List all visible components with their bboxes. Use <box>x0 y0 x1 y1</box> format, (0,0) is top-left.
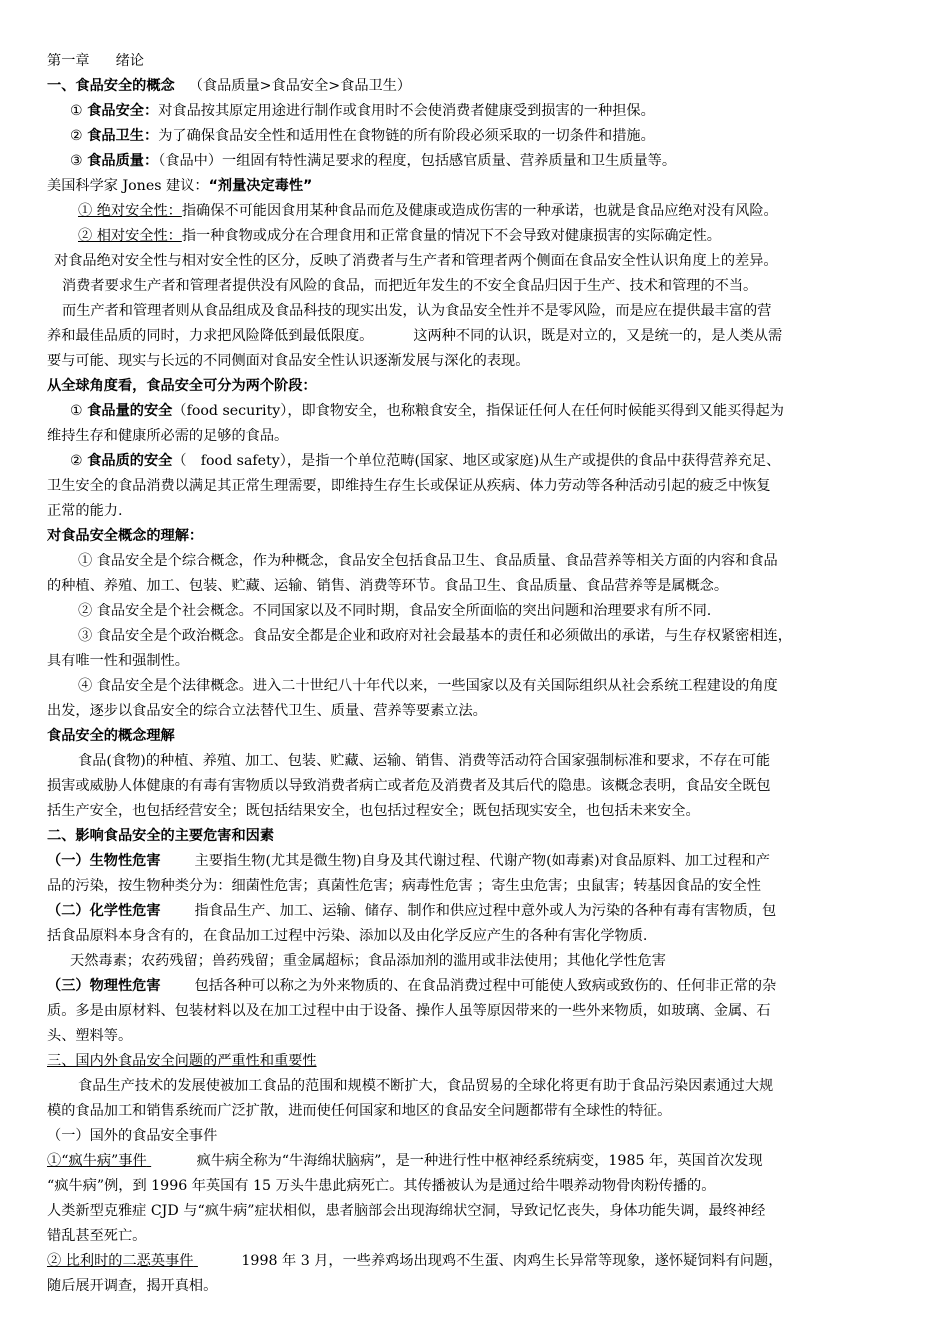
paragraph-line: 随后展开调查，揭开真相。 <box>47 1278 218 1294</box>
paragraph-line: 而生产者和管理者则从食品组成及食品科技的现实出发，认为食品安全性并不是零风险，而是应在提供最丰富的营 <box>62 303 772 319</box>
paragraph-line: 括食品原料本身含有的，在食品加工过程中污染、添加以及由化学反应产生的各种有害化学物质. <box>47 928 648 944</box>
paragraph-line: 人类新型克雅症 CJD 与“疯牛病”症状相似，患者脑部会出现海绵状空洞，导致记忆丧失，身体功能失调，最终神经 <box>47 1203 766 1219</box>
paragraph-line: 美国科学家 Jones 建议：“剂量决定毒性” <box>47 178 313 194</box>
paragraph-line: （二）化学性危害 指食品生产、加工、运输、储存、制作和供应过程中意外或人为污染的各种有毒有害物质，包 <box>47 903 777 919</box>
paragraph-line: “疯牛病”例，到 1996 年英国有 15 万头牛患此病死亡。其传播被认为是通过给牛喂养动物骨肉粉传播的。 <box>47 1178 716 1194</box>
definition-item: ① 绝对安全性：指确保不可能因食用某种食品而危及健康或造成伤害的一种承诺，也就是食品应绝对没有风险。 <box>78 203 778 219</box>
paragraph-line: ② 比利时的二恶英事件 1998 年 3 月，一些养鸡场出现鸡不生蛋、肉鸡生长异常等现象，遂怀疑饲料有问题， <box>47 1253 783 1269</box>
paragraph-line: 损害或威胁人体健康的有毒有害物质以导致消费者病亡或者危及消费者及其后代的隐患。该概念表明，食品安全既包 <box>47 778 771 794</box>
list-item: ① 食品量的安全（food security），即食物安全，也称粮食安全，指保证任何人在任何时候能买得到又能买得起为 <box>70 403 784 419</box>
definition-item: ② 食品卫生：为了确保食品安全性和适用性在食物链的所有阶段必须采取的一切条件和措施。 <box>70 128 655 144</box>
paragraph-line: 对食品绝对安全性与相对安全性的区分，反映了消费者与生产者和管理者两个侧面在食品安全性认识角度上的差异。 <box>54 253 778 269</box>
paragraph-line: 维持生存和健康所必需的足够的食品。 <box>47 428 289 444</box>
list-item: ② 食品质的安全（ food safety），是指一个单位范畴(国家、地区或家庭)从生产或提供的食品中获得营养充足、 <box>70 453 781 469</box>
paragraph-line: 养和最佳品质的同时，力求把风险降低到最低限度。 这两种不同的认识，既是对立的，又是统一的，是人类从需 <box>47 328 783 344</box>
list-item: ③ 食品安全是个政治概念。食品安全都是企业和政府对社会最基本的责任和必须做出的承诺，与生存权紧密相连， <box>78 628 792 644</box>
paragraph-line: 头、塑料等。 <box>47 1028 133 1044</box>
list-item: ④ 食品安全是个法律概念。进入二十世纪八十年代以来，一些国家以及有关国际组织从社会系统工程建设的角度 <box>78 678 778 694</box>
paragraph-line: （三）物理性危害 包括各种可以称之为外来物质的、在食品消费过程中可能使人致病或致伤的、任何非正常的杂 <box>47 978 777 994</box>
paragraph-line: ①“疯牛病”事件 疯牛病全称为“牛海绵状脑病”，是一种进行性中枢神经系统病变，1985 年，英国首次发现 <box>47 1153 763 1169</box>
subheading: 对食品安全概念的理解： <box>47 528 204 544</box>
paragraph-line: （一）生物性危害 主要指生物(尤其是微生物)自身及其代谢过程、代谢产物(如毒素)对食品原料、加工过程和产 <box>47 853 770 869</box>
subheading: 从全球角度看，食品安全可分为两个阶段： <box>47 378 317 394</box>
paragraph-line: 括生产安全，也包括经营安全；既包括结果安全，也包括过程安全；既包括现实安全，也包括未来安全。 <box>47 803 700 819</box>
list-item: ② 食品安全是个社会概念。不同国家以及不同时期，食品安全所面临的突出问题和治理要求有所不同. <box>78 603 712 619</box>
section-heading: 三、国内外食品安全问题的严重性和重要性 <box>47 1053 317 1069</box>
definition-item: ① 食品安全：对食品按其原定用途进行制作或食用时不会使消费者健康受到损害的一种担保。 <box>70 103 655 119</box>
definition-item: ② 相对安全性：指一种食物或成分在合理食用和正常食量的情况下不会导致对健康损害的实际确定性。 <box>78 228 721 244</box>
paragraph-line: 食品(食物)的种植、养殖、加工、包装、贮藏、运输、销售、消费等活动符合国家强制标准和要求，不存在可能 <box>78 753 771 769</box>
paragraph-line: 食品生产技术的发展使被加工食品的范围和规模不断扩大，食品贸易的全球化将更有助于食品污染因素通过大规 <box>78 1078 774 1094</box>
subheading: （一）国外的食品安全事件 <box>47 1128 218 1144</box>
paragraph-line: 具有唯一性和强制性。 <box>47 653 189 669</box>
section-heading: 一、食品安全的概念 （食品质量>食品安全>食品卫生） <box>47 78 412 94</box>
paragraph-line: 要与可能、现实与长远的不同侧面对食品安全性认识逐渐发展与深化的表现。 <box>47 353 530 369</box>
paragraph-line: 出发，逐步以食品安全的综合立法替代卫生、质量、营养等要素立法。 <box>47 703 487 719</box>
paragraph-line: 卫生安全的食品消费以满足其正常生理需要，即维持生存生长或保证从疾病、体力劳动等各种活动引起的疲乏中恢复 <box>47 478 771 494</box>
paragraph-line: 的种植、养殖、加工、包装、贮藏、运输、销售、消费等环节。食品卫生、食品质量、食品营养等是属概念。 <box>47 578 729 594</box>
definition-item: ③ 食品质量：（食品中）一组固有特性满足要求的程度，包括感官质量、营养质量和卫生质量等。 <box>70 153 677 169</box>
paragraph-line: 正常的能力. <box>47 503 123 519</box>
subheading: 食品安全的概念理解 <box>47 728 175 744</box>
paragraph-line: 品的污染，按生物种类分为：细菌性危害；真菌性危害；病毒性危害 ；寄生虫危害；虫鼠害；转基因食品的安全性 <box>47 878 761 894</box>
list-item: ① 食品安全是个综合概念，作为种概念，食品安全包括食品卫生、食品质量、食品营养等相关方面的内容和食品 <box>78 553 778 569</box>
paragraph-line: 质。多是由原材料、包装材料以及在加工过程中由于设备、操作人虽等原因带来的一些外来物质，如玻璃、金属、石 <box>47 1003 771 1019</box>
section-heading: 二、影响食品安全的主要危害和因素 <box>47 828 275 844</box>
paragraph-line: 天然毒素；农药残留；兽药残留；重金属超标；食品添加剂的滥用或非法使用；其他化学性危害 <box>70 953 666 969</box>
paragraph-line: 错乱甚至死亡。 <box>47 1228 147 1244</box>
paragraph-line: 消费者要求生产者和管理者提供没有风险的食品，而把近年发生的不安全食品归因于生产、技术和管理的不当。 <box>62 278 758 294</box>
paragraph-line: 模的食品加工和销售系统而广泛扩散，进而使任何国家和地区的食品安全问题都带有全球性的特征。 <box>47 1103 672 1119</box>
chapter-heading: 第一章 绪论 <box>47 53 144 69</box>
